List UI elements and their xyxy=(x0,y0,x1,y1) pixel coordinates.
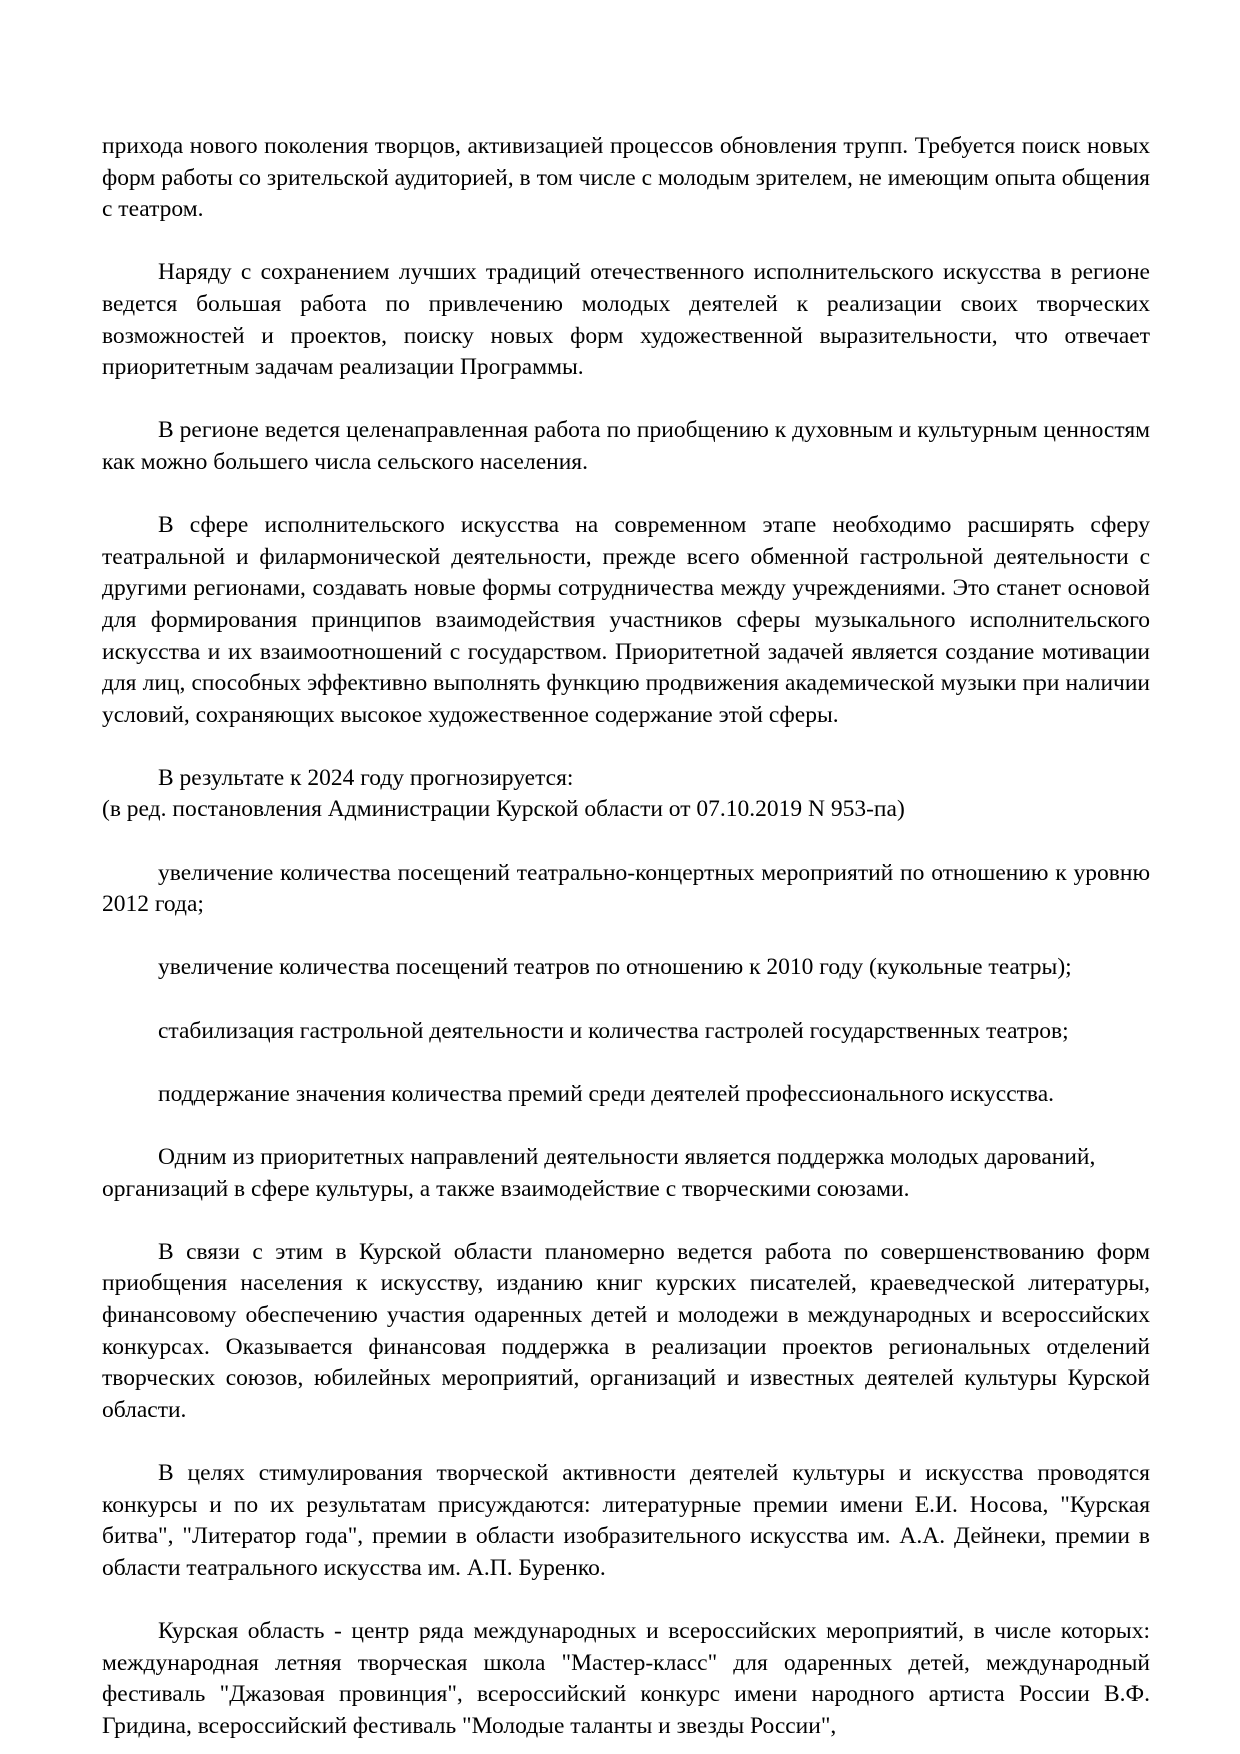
paragraph-v-sfere-ispolnitelskogo-iskusstva: В сфере исполнительского искусства на современном этапе необходимо расширять сферу театральной и филармонической деятельности, прежде всего обменной гастрольной деятельности с другими регионами, создавать новые формы сотрудничества между учреждениями. Это станет основой для формирования принципов взаимодействия участников сферы музыкального исполнительского искусства и их взаимоотношений с государством. Приоритетной задачей является создание мотивации для лиц, способных эффективно выполнять функцию продвижения академической музыки при наличии условий, сохраняющих высокое художественное содержание этой сферы. xyxy=(102,512,1150,728)
document-text-body xyxy=(102,131,1150,1742)
paragraph-continuation-trupp: прихода нового поколения творцов, активизацией процессов обновления трупп. Требуется поиск новых форм работы со зрительской аудиторией, в том числе с молодым зрителем, не имеющим опыта общения с театром. xyxy=(102,133,1150,223)
paragraph-spacer xyxy=(102,226,1150,258)
paragraph-spacer xyxy=(102,921,1150,953)
paragraph-kurskaya-oblast-tsentr-meropriyatiy: Курская область - центр ряда международных и всероссийских мероприятий, в числе которых: международная летняя творческая школа "Мастер-класс" для одаренных детей, международный фестиваль "Джазовая провинция", всероссийский конкурс имени народного артиста России В.Ф. Гридина, всероссийский фестиваль "Молодые таланты и звезды России", xyxy=(102,1617,1150,1739)
list-item-uvelichenie-poseshcheniy-meropriyatiy: увеличение количества посещений театрально-концертных мероприятий по отношению к уровню 2012 года; xyxy=(102,859,1150,918)
list-item-uvelichenie-poseshcheniy-teatrov: увеличение количества посещений театров по отношению к 2010 году (кукольные театры); xyxy=(158,954,1072,981)
paragraph-spacer xyxy=(102,1047,1150,1079)
paragraph-naryadu-s-sohraneniem: Наряду с сохранением лучших традиций отечественного исполнительского искусства в регионе ведется большая работа по привлечению молодых деятелей к реализации своих творческих возможностей и проектов, поиску новых форм художественной выразительности, что отвечает приоритетным задачам реализации Программы. xyxy=(102,259,1150,381)
paragraph-spacer xyxy=(102,1205,1150,1237)
lead-in-v-rezultate-k-2024: В результате к 2024 году прогнозируется: xyxy=(158,764,574,791)
paragraph-v-regione-vedetsya: В регионе ведется целенаправленная работа по приобщению к духовным и культурным ценностям как можно большего числа сельского населения. xyxy=(102,417,1150,475)
paragraph-spacer xyxy=(102,1584,1150,1616)
paragraph-spacer xyxy=(102,1426,1150,1458)
paragraph-spacer xyxy=(102,384,1150,416)
list-item-podderzhanie-kolichestva-premiy: поддержание значения количества премий среди деятелей профессионального искусства. xyxy=(158,1080,1054,1107)
paragraph-v-tselyah-stimulirovaniya-premii: В целях стимулирования творческой активности деятелей культуры и искусства проводятся конкурсы и по их результатам присуждаются: литературные премии имени Е.И. Носова, "Курская битва", "Литератор года", премии в области изобразительного искусства им. А.А. Дейнеки, премии в области театрального искусства им. А.П. Буренко. xyxy=(102,1459,1150,1581)
paragraph-odnim-iz-prioritetnyh-napravleniy: Одним из приоритетных направлений деятельности является поддержка молодых дарований, организаций в сфере культуры, а также взаимодействие с творческими союзами. xyxy=(102,1144,1096,1202)
paragraph-v-svyazi-s-etim-kurskaya-oblast: В связи с этим в Курской области планомерно ведется работа по совершенствованию форм приобщения населения к искусству, изданию книг курских писателей, краеведческой литературы, финансовому обеспечению участия одаренных детей и молодежи в международных и всероссийских конкурсах. Оказывается финансовая поддержка в реализации проектов региональных отделений творческих союзов, юбилейных мероприятий, организаций и известных деятелей культуры Курской области. xyxy=(102,1238,1150,1423)
amendment-note-postanovlenie-953-pa: (в ред. постановления Администрации Курской области от 07.10.2019 N 953-па) xyxy=(102,796,905,823)
paragraph-spacer xyxy=(102,479,1150,511)
paragraph-spacer xyxy=(102,826,1150,858)
paragraph-spacer xyxy=(102,984,1150,1016)
paragraph-spacer xyxy=(102,731,1150,763)
list-item-stabilizatsiya-gastrolnoy-deyatelnosti: стабилизация гастрольной деятельности и количества гастролей государственных театров; xyxy=(158,1017,1069,1044)
paragraph-spacer xyxy=(102,1110,1150,1142)
